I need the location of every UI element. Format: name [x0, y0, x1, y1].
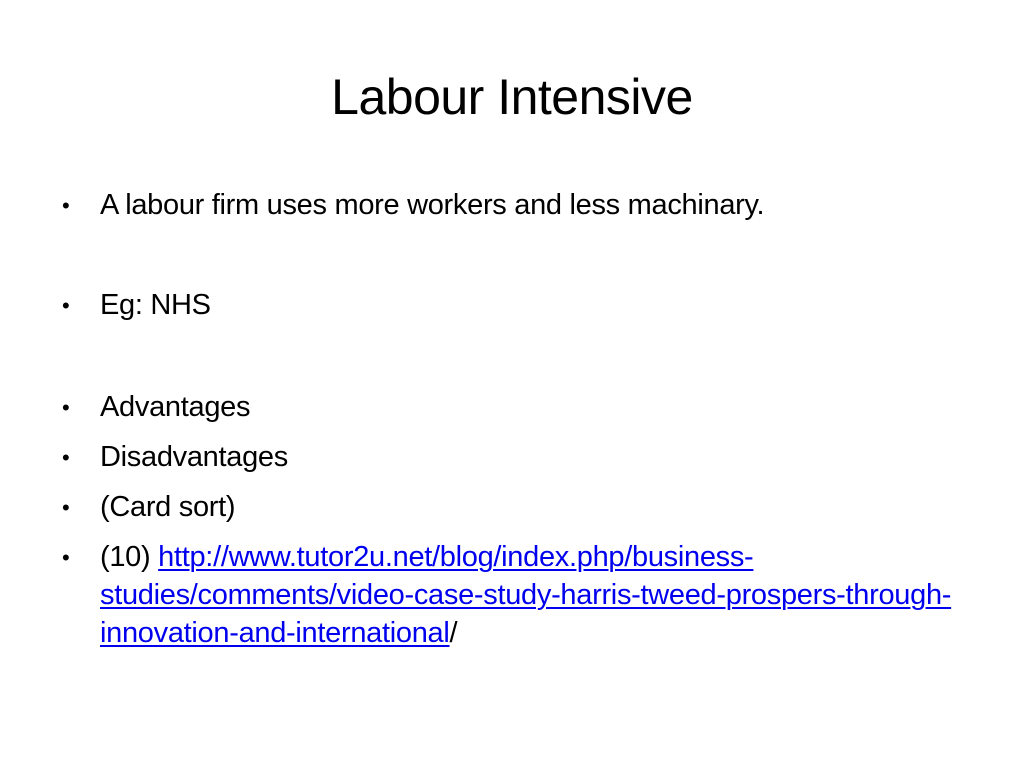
bullet-text: (Card sort) — [100, 491, 236, 523]
bullet-icon: • — [62, 495, 70, 520]
bullet-text: Disadvantages — [100, 441, 288, 473]
bullet-item — [62, 488, 970, 527]
bullet-text — [100, 538, 980, 652]
bullet-icon: • — [62, 395, 70, 420]
bullet-icon: • — [62, 445, 70, 470]
bullet-text: Eg: NHS — [100, 289, 211, 321]
bullet-icon: • — [62, 293, 70, 318]
bullet-text: A labour firm uses more workers and less machinary. — [100, 189, 765, 221]
link-trailing-slash: / — [449, 617, 458, 649]
bullet-text: Advantages — [100, 391, 251, 423]
bullet-item — [62, 186, 970, 225]
bullet-item — [62, 388, 970, 427]
bullet-item-link — [62, 538, 980, 652]
bullet-item — [62, 438, 970, 477]
tutor2u-video-link[interactable]: http://www.tutor2u.net/blog/index.php/business-studies/comments/video-case-study-harris-tweed-prospers-through-innovation-and-international — [100, 541, 952, 649]
bullet-icon: • — [62, 193, 70, 218]
bullet-item — [62, 286, 970, 325]
slide-title: Labour Intensive — [331, 69, 693, 125]
bullet-icon: • — [62, 545, 70, 570]
video-number-label: (10) — [100, 541, 159, 573]
